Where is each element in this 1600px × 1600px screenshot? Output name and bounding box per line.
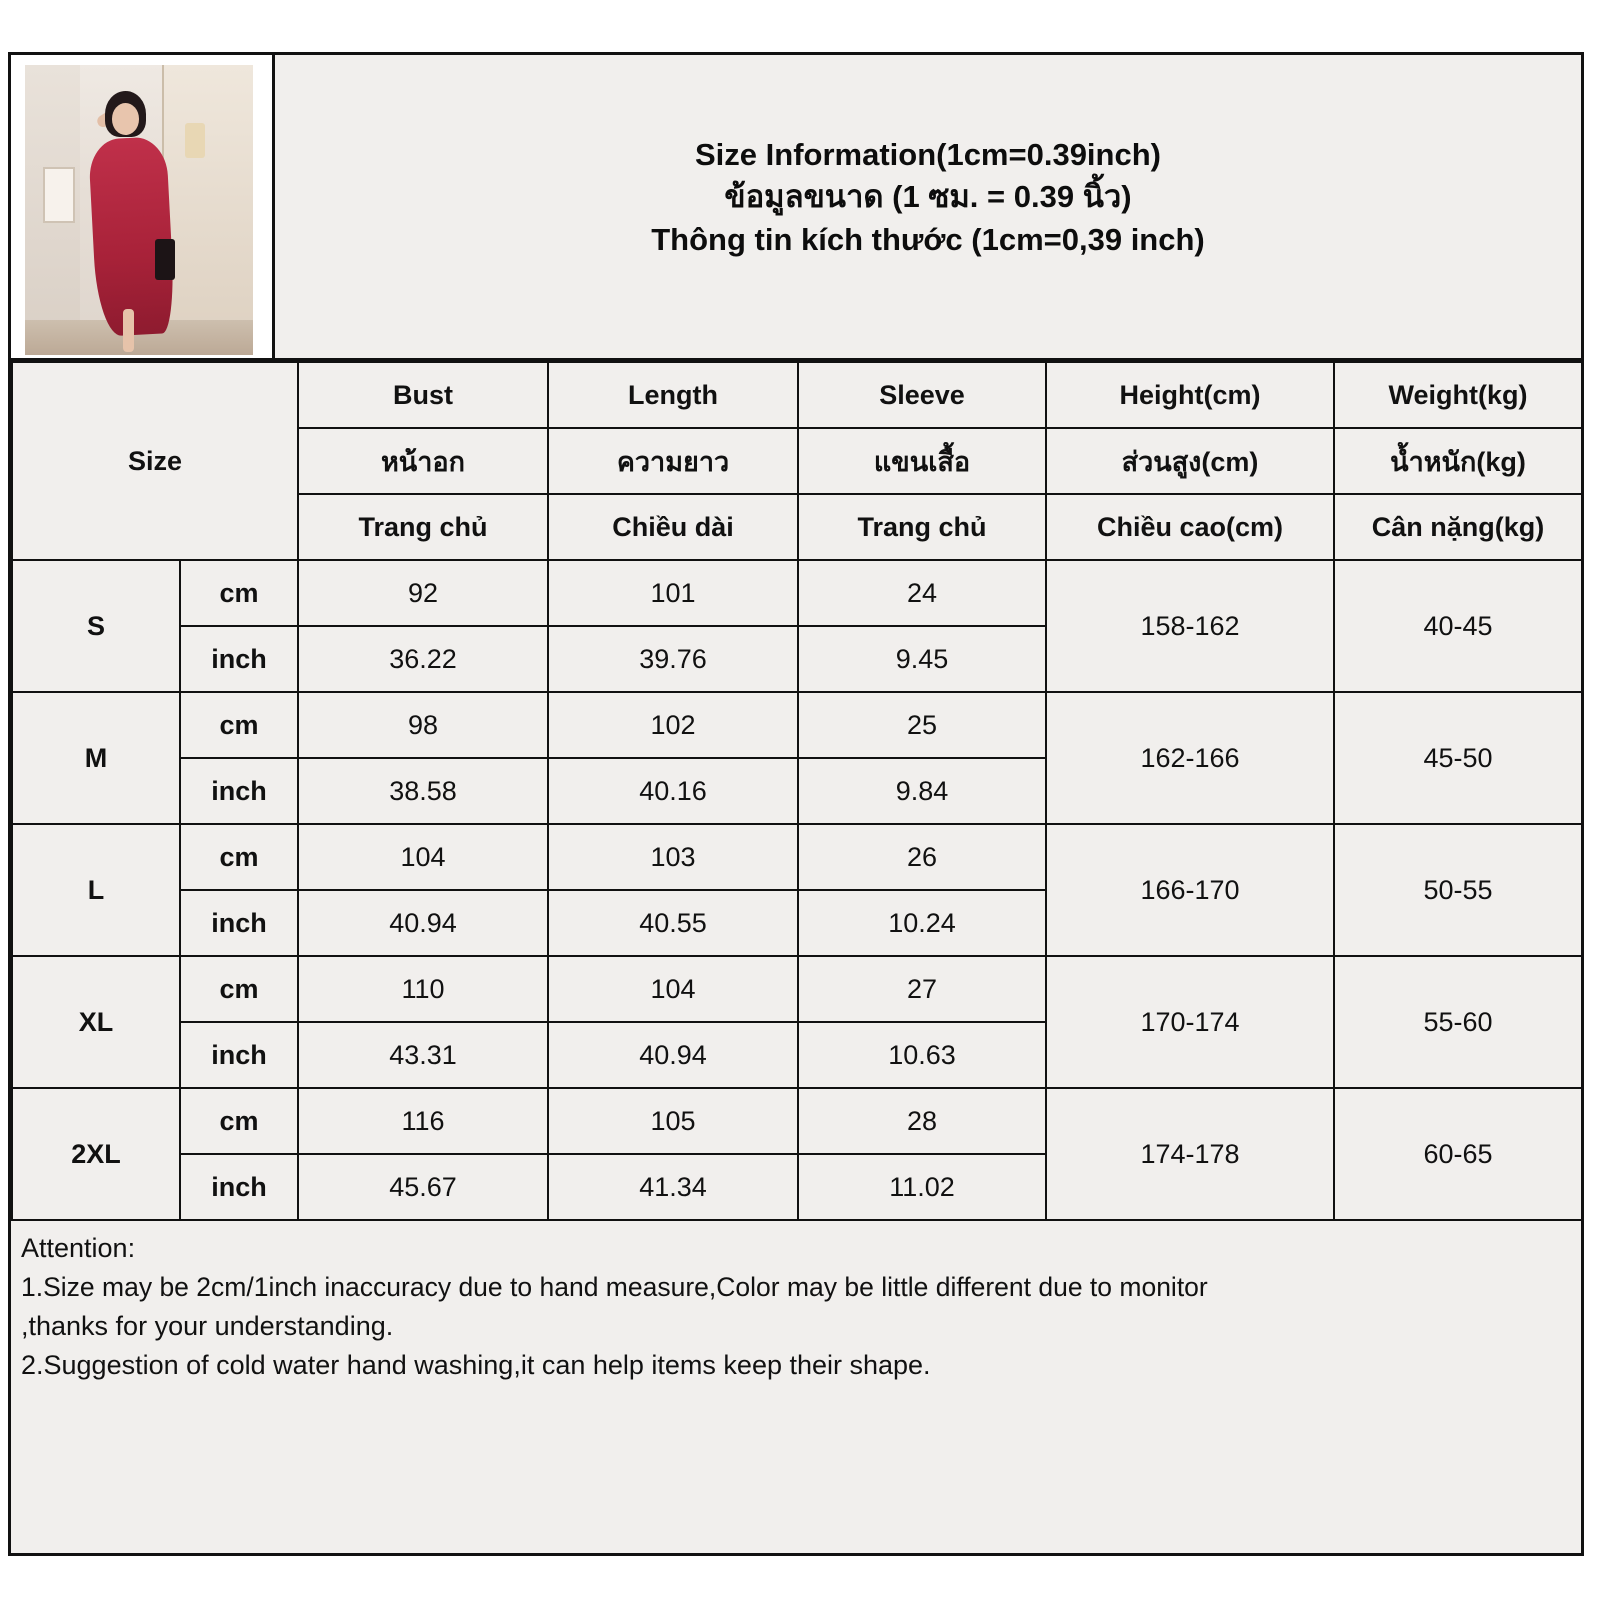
row-size-m: M bbox=[12, 692, 180, 824]
header-length-en: Length bbox=[548, 362, 798, 428]
bust-cm-2xl: 116 bbox=[298, 1088, 548, 1154]
photo-frame bbox=[43, 167, 74, 223]
unit-inch-m: inch bbox=[180, 758, 298, 824]
weight-xl: 55-60 bbox=[1334, 956, 1582, 1088]
sleeve-inch-xl: 10.63 bbox=[798, 1022, 1046, 1088]
weight-l: 50-55 bbox=[1334, 824, 1582, 956]
bust-cm-m: 98 bbox=[298, 692, 548, 758]
sleeve-inch-l: 10.24 bbox=[798, 890, 1046, 956]
sleeve-inch-s: 9.45 bbox=[798, 626, 1046, 692]
title-line-th: ข้อมูลขนาด (1 ซม. = 0.39 นิ้ว) bbox=[724, 179, 1132, 215]
model-bag bbox=[155, 239, 176, 280]
attention-line-1: 1.Size may be 2cm/1inch inaccuracy due to hand measure,Color may be little different due to monitor bbox=[21, 1272, 1208, 1303]
row-size-l: L bbox=[12, 824, 180, 956]
table-row bbox=[12, 824, 1582, 890]
bust-cm-l: 104 bbox=[298, 824, 548, 890]
unit-cm-s: cm bbox=[180, 560, 298, 626]
length-inch-m: 40.16 bbox=[548, 758, 798, 824]
title-line-en: Size Information(1cm=0.39inch) bbox=[695, 137, 1161, 173]
model-dress bbox=[88, 136, 176, 337]
height-2xl: 174-178 bbox=[1046, 1088, 1334, 1220]
unit-inch-xl: inch bbox=[180, 1022, 298, 1088]
length-cm-xl: 104 bbox=[548, 956, 798, 1022]
bust-inch-2xl: 45.67 bbox=[298, 1154, 548, 1220]
header-height-vi: Chiều cao(cm) bbox=[1046, 494, 1334, 560]
bust-inch-xl: 43.31 bbox=[298, 1022, 548, 1088]
product-photo bbox=[25, 65, 253, 355]
header-sleeve-th: แขนเสื้อ bbox=[798, 428, 1046, 494]
bust-cm-s: 92 bbox=[298, 560, 548, 626]
title-block bbox=[275, 55, 1581, 358]
height-l: 166-170 bbox=[1046, 824, 1334, 956]
row-size-s: S bbox=[12, 560, 180, 692]
model-head bbox=[112, 103, 139, 135]
weight-s: 40-45 bbox=[1334, 560, 1582, 692]
photo-lamp bbox=[185, 123, 206, 158]
sleeve-inch-m: 9.84 bbox=[798, 758, 1046, 824]
table-row bbox=[12, 692, 1582, 758]
attention-line-2: ,thanks for your understanding. bbox=[21, 1310, 394, 1341]
product-photo-cell bbox=[11, 55, 275, 358]
unit-cm-xl: cm bbox=[180, 956, 298, 1022]
attention-line-3: 2.Suggestion of cold water hand washing,it can help items keep their shape. bbox=[21, 1349, 931, 1380]
row-size-xl: XL bbox=[12, 956, 180, 1088]
sleeve-cm-l: 26 bbox=[798, 824, 1046, 890]
length-cm-m: 102 bbox=[548, 692, 798, 758]
unit-inch-s: inch bbox=[180, 626, 298, 692]
length-inch-l: 40.55 bbox=[548, 890, 798, 956]
header-weight-th: น้ำหนัก(kg) bbox=[1334, 428, 1582, 494]
bust-cm-xl: 110 bbox=[298, 956, 548, 1022]
header-band bbox=[11, 55, 1581, 361]
table-header-row-en bbox=[12, 362, 1582, 428]
table-row bbox=[12, 560, 1582, 626]
sleeve-inch-2xl: 11.02 bbox=[798, 1154, 1046, 1220]
unit-cm-m: cm bbox=[180, 692, 298, 758]
length-inch-2xl: 41.34 bbox=[548, 1154, 798, 1220]
table-row bbox=[12, 1088, 1582, 1154]
header-weight-en: Weight(kg) bbox=[1334, 362, 1582, 428]
model-leg bbox=[123, 309, 134, 353]
height-xl: 170-174 bbox=[1046, 956, 1334, 1088]
unit-inch-l: inch bbox=[180, 890, 298, 956]
table-row bbox=[12, 956, 1582, 1022]
header-length-th: ความยาว bbox=[548, 428, 798, 494]
length-cm-s: 101 bbox=[548, 560, 798, 626]
unit-cm-2xl: cm bbox=[180, 1088, 298, 1154]
height-s: 158-162 bbox=[1046, 560, 1334, 692]
unit-cm-l: cm bbox=[180, 824, 298, 890]
header-size: Size bbox=[12, 362, 298, 560]
size-chart-sheet bbox=[8, 52, 1584, 1556]
header-sleeve-vi: Trang chủ bbox=[798, 494, 1046, 560]
length-cm-2xl: 105 bbox=[548, 1088, 798, 1154]
bust-inch-m: 38.58 bbox=[298, 758, 548, 824]
unit-inch-2xl: inch bbox=[180, 1154, 298, 1220]
header-bust-th: หน้าอก bbox=[298, 428, 548, 494]
bust-inch-l: 40.94 bbox=[298, 890, 548, 956]
attention-block bbox=[11, 1221, 1581, 1385]
size-table bbox=[11, 361, 1583, 1221]
title-line-vi: Thông tin kích thước (1cm=0,39 inch) bbox=[651, 221, 1205, 257]
header-sleeve-en: Sleeve bbox=[798, 362, 1046, 428]
weight-2xl: 60-65 bbox=[1334, 1088, 1582, 1220]
attention-heading: Attention: bbox=[21, 1233, 136, 1263]
sleeve-cm-xl: 27 bbox=[798, 956, 1046, 1022]
header-bust-vi: Trang chủ bbox=[298, 494, 548, 560]
photo-door bbox=[162, 65, 253, 355]
height-m: 162-166 bbox=[1046, 692, 1334, 824]
header-bust-en: Bust bbox=[298, 362, 548, 428]
bust-inch-s: 36.22 bbox=[298, 626, 548, 692]
header-height-en: Height(cm) bbox=[1046, 362, 1334, 428]
length-inch-xl: 40.94 bbox=[548, 1022, 798, 1088]
header-height-th: ส่วนสูง(cm) bbox=[1046, 428, 1334, 494]
row-size-2xl: 2XL bbox=[12, 1088, 180, 1220]
header-length-vi: Chiều dài bbox=[548, 494, 798, 560]
sleeve-cm-2xl: 28 bbox=[798, 1088, 1046, 1154]
sleeve-cm-m: 25 bbox=[798, 692, 1046, 758]
length-cm-l: 103 bbox=[548, 824, 798, 890]
header-weight-vi: Cân nặng(kg) bbox=[1334, 494, 1582, 560]
length-inch-s: 39.76 bbox=[548, 626, 798, 692]
sleeve-cm-s: 24 bbox=[798, 560, 1046, 626]
weight-m: 45-50 bbox=[1334, 692, 1582, 824]
